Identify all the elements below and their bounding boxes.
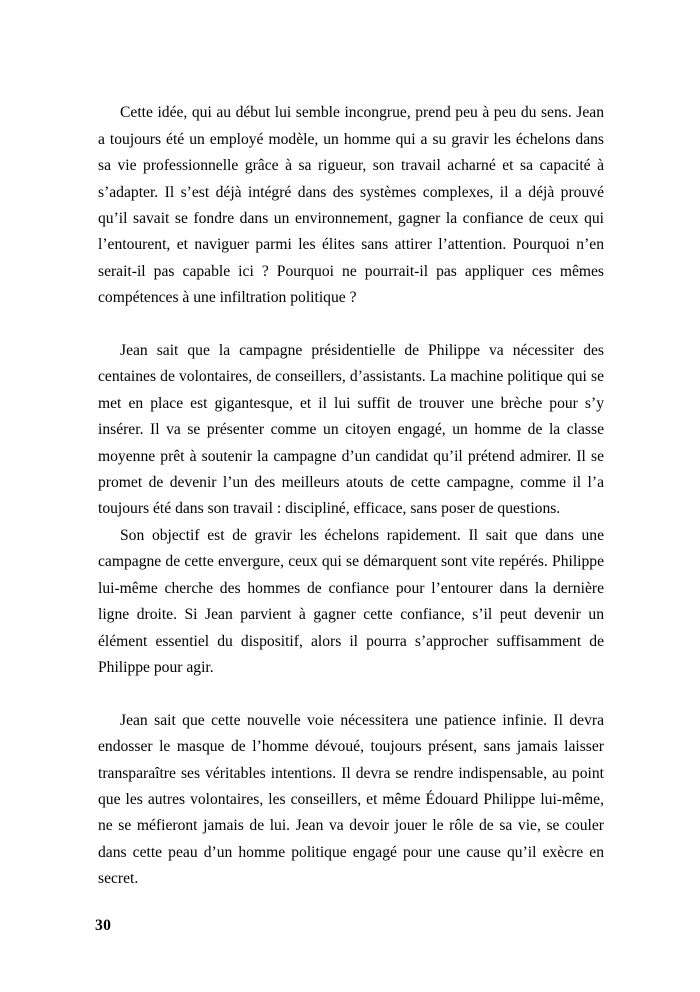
paragraph-2: Jean sait que la campagne présidentielle de Philippe va nécessiter des centaines de volontaires, de conseillers, d’assistants. La machine politique qui se met en place est gigantesque, et il lui suffit de trouver une brèche pour s’y insérer. Il va se présenter comme un citoyen engagé, un homme de la classe moyenne prêt à soutenir la campagne d’un candidat qu’il prétend admirer. Il se promet de devenir l’un des meilleurs atouts de cette campagne, comme il l’a toujours été dans son travail : discipliné, efficace, sans poser de questions.	[98, 342, 604, 518]
paragraph-4: Jean sait que cette nouvelle voie nécessitera une patience infinie. Il devra endosser le masque de l’homme dévoué, toujours présent, sans jamais laisser transparaître ses véritables intentions. Il devra se rendre indispensable, au point que les autres volontaires, les conseillers, et même Édouard Philippe lui-même, ne se méfieront jamais de lui. Jean va devoir jouer le rôle de sa vie, se couler dans cette peau d’un homme politique engagé pour une cause qu’il exècre en secret.	[98, 711, 604, 888]
body-text-block	[98, 74, 604, 893]
page-number: 30	[95, 917, 112, 934]
paragraph-3: Son objectif est de gravir les échelons rapidement. Il sait que dans une campagne de cette envergure, ceux qui se démarquent sont vite repérés. Philippe lui-même cherche des hommes de confiance pour l’entourer dans la dernière ligne droite. Si Jean parvient à gagner cette confiance, s’il peut devenir un élément essentiel du dispositif, alors il pourra s’approcher suffisamment de Philippe pour agir.	[98, 526, 604, 676]
paragraph-1: Cette idée, qui au début lui semble incongrue, prend peu à peu du sens. Jean a toujours été un employé modèle, un homme qui a su gravir les échelons dans sa vie professionnelle grâce à sa rigueur, son travail acharné et sa capacité à s’adapter. Il s’est déjà intégré dans des systèmes complexes, il a déjà prouvé qu’il savait se fondre dans un environnement, gagner la confiance de ceux qui l’entourent, et naviguer parmi les élites sans attirer l’attention. Pourquoi n’en serait-il pas capable ici ? Pourquoi ne pourrait-il pas appliquer ces mêmes compétences à une infiltration politique ?	[98, 104, 604, 307]
